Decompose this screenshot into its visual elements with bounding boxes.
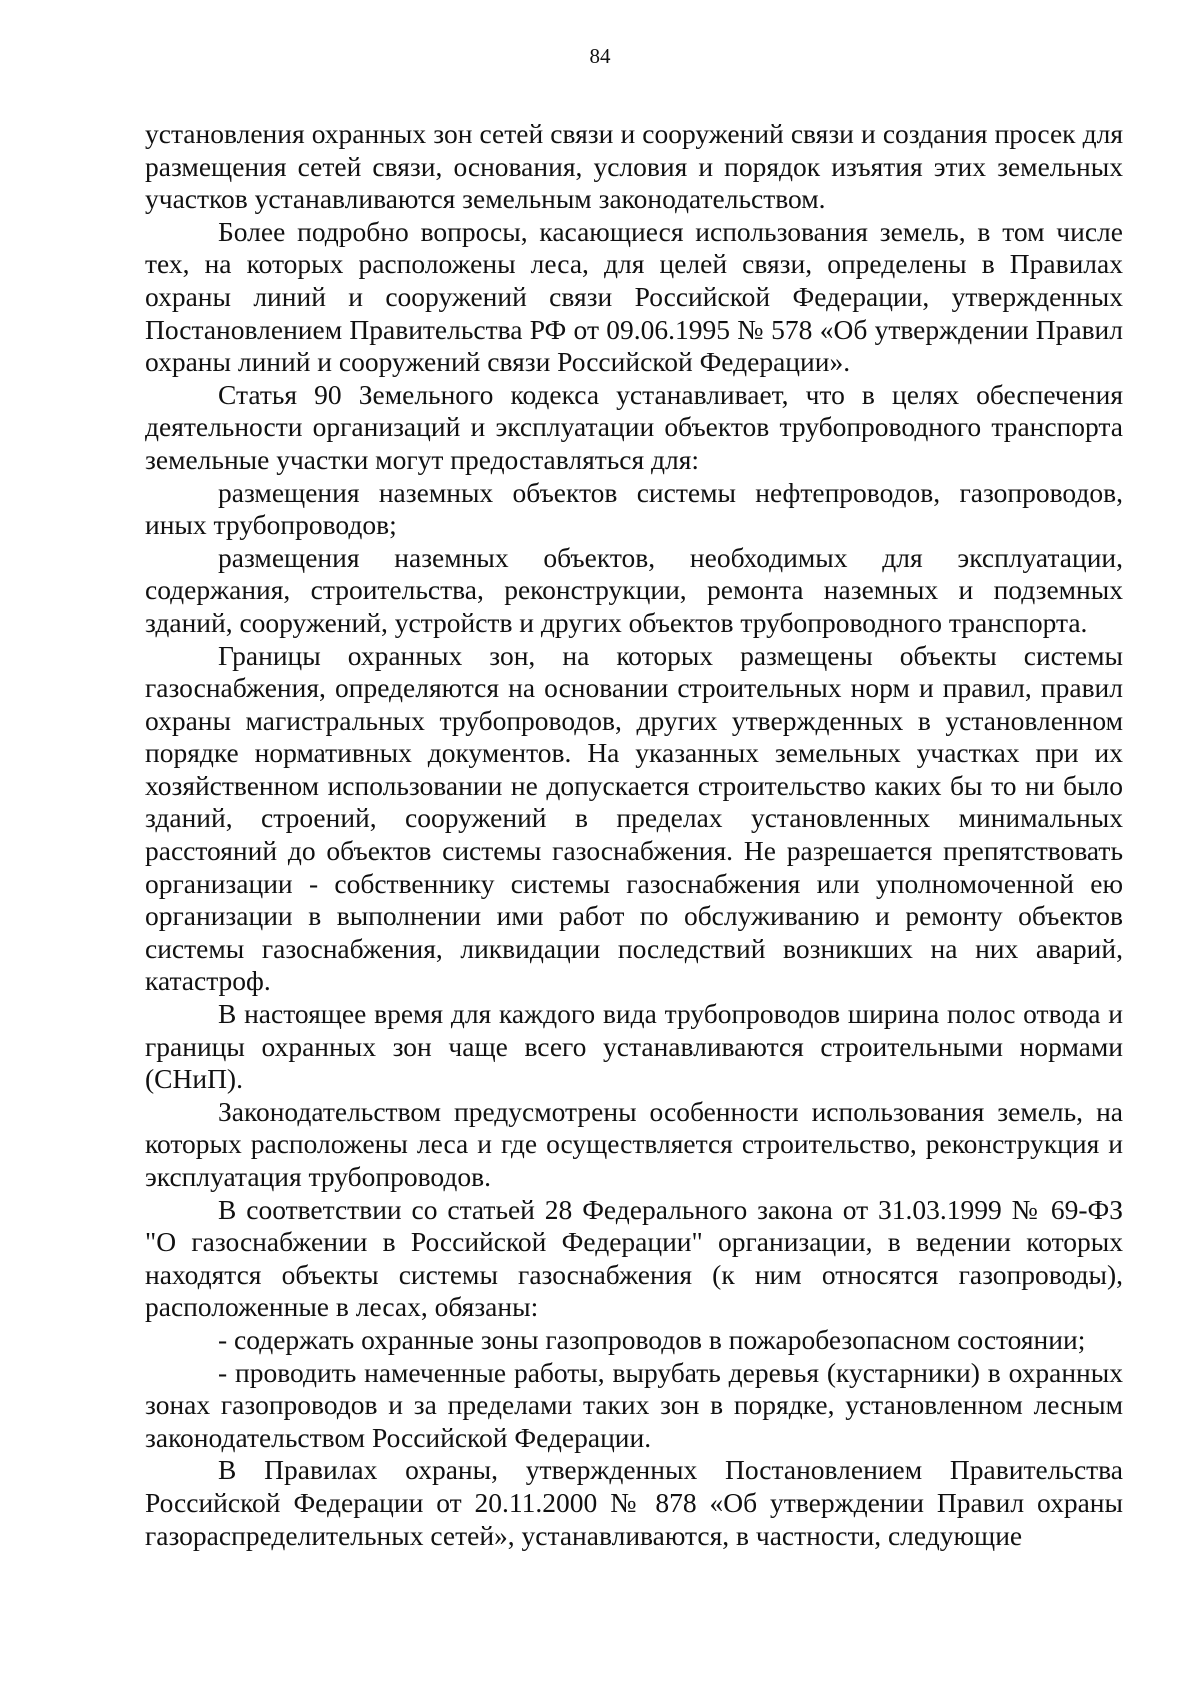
list-item-operation-objects: размещения наземных объектов, необходимых для эксплуатации, содержания, строительства, реконструкции, ремонта наземных и подземных зданий, сооружений, устройств и других объектов трубопроводного транспорта.: [145, 541, 1123, 638]
paragraph-article-90: Статья 90 Земельного кодекса устанавливает, что в целях обеспечения деятельности организаций и эксплуатации объектов трубопроводного транспорта земельные участки могут предоставляться для:: [145, 378, 1123, 475]
paragraph-snip: В настоящее время для каждого вида трубопроводов ширина полос отвода и границы охранных зон чаще всего устанавливаются строительными нормами (СНиП).: [145, 998, 1123, 1095]
list-item-ground-objects: размещения наземных объектов системы нефтепроводов, газопроводов, иных трубопроводов;: [145, 476, 1123, 541]
paragraph-forest-land-use: Законодательством предусмотрены особенности использования земель, на которых расположены леса и где осуществляется строительство, реконструкция и эксплуатация трубопроводов.: [145, 1095, 1123, 1192]
paragraph-protection-rules-878: В Правилах охраны, утвержденных Постановлением Правительства Российской Федерации от 20.11.2000 № 878 «Об утверждении Правил охраны газораспределительных сетей», устанавливаются, в частности, следующие: [145, 1454, 1123, 1551]
body-text: [145, 118, 1123, 1552]
paragraph-gas-protection-zones: Границы охранных зон, на которых размещены объекты системы газоснабжения, определяются на основании строительных норм и правил, правил охраны магистральных трубопроводов, других утвержденных в установленном порядке нормативных документов. На указанных земельных участках при их хозяйственном использовании не допускается строительство каких бы то ни было зданий, строений, сооружений в пределах установленных минимальных расстояний до объектов системы газоснабжения. Не разрешается препятствовать организации - собственнику системы газоснабжения или уполномоченной ею организации в выполнении ими работ по обслуживанию и ремонту объектов системы газоснабжения, ликвидации последствий возникших на них аварий, катастроф.: [145, 639, 1123, 997]
list-item-fire-safety: - содержать охранные зоны газопроводов в пожаробезопасном состоянии;: [218, 1323, 1086, 1355]
paragraph-article-28: В соответствии со статьей 28 Федерального закона от 31.03.1999 № 69-ФЗ "О газоснабжении в Российской Федерации" организации, в ведении которых находятся объекты системы газоснабжения (к ним относятся газопроводы), расположенные в лесах, обязаны:: [145, 1193, 1123, 1323]
paragraph-communications-rules: Более подробно вопросы, касающиеся использования земель, в том числе тех, на которых расположены леса, для целей связи, определены в Правилах охраны линий и сооружений связи Российской Федерации, утвержденных Постановлением Правительства РФ от 09.06.1995 № 578 «Об утверждении Правил охраны линий и сооружений связи Российской Федерации».: [145, 215, 1123, 378]
paragraph-continuation: установления охранных зон сетей связи и сооружений связи и создания просек для размещения сетей связи, основания, условия и порядок изъятия этих земельных участков устанавливаются земельным законодательством.: [145, 118, 1123, 215]
list-item-tree-cutting: - проводить намеченные работы, вырубать деревья (кустарники) в охранных зонах газопроводов и за пределами таких зон в порядке, установленном лесным законодательством Российской Федерации.: [145, 1356, 1123, 1453]
page-number: 84: [589, 44, 611, 68]
